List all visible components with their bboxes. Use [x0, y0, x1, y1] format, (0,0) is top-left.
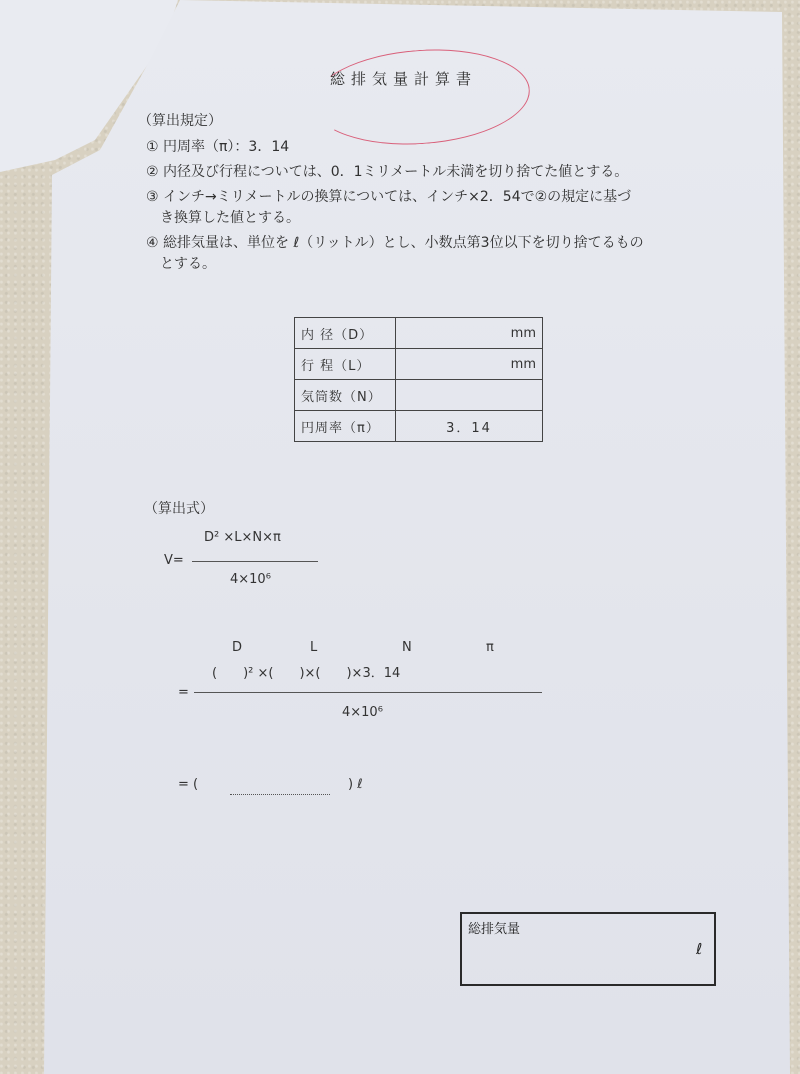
- document-title: 総排気量計算書: [330, 70, 478, 88]
- cylinders-value: [396, 380, 543, 411]
- rule-line-1: ① 円周率（π）：3．14: [146, 139, 290, 155]
- fraction-line-1: [192, 561, 318, 562]
- rule-line-3: ③ インチ→ミリメートルの換算については、インチ×2．54で②の規定に基づ: [146, 189, 632, 205]
- step2-numerator: ( )² ×( )×( )×3．14: [212, 666, 401, 681]
- rule-line-2: ② 内径及び行程については、0．1ミリメートル未満を切り捨てた値とする。: [146, 164, 629, 180]
- total-unit: ℓ: [696, 940, 703, 958]
- cylinders-label: 気筒数（N）: [295, 380, 396, 411]
- rule-line-4-cont: とする。: [146, 256, 216, 272]
- spec-row-pi: [295, 411, 543, 442]
- spec-table: [294, 317, 543, 442]
- formula-denominator: 4×10⁶: [230, 572, 271, 587]
- rule-line-4: ④ 総排気量は、単位を ℓ（リットル）とし、小数点第3位以下を切り捨てるもの: [146, 235, 644, 251]
- pi-value: 3．14: [396, 411, 543, 442]
- formula-numerator: D² ×L×N×π: [204, 530, 281, 545]
- answer-blank: [230, 794, 330, 795]
- var-pi-label: π: [486, 640, 494, 655]
- stroke-value: mm: [396, 349, 543, 380]
- step3-close: ) ℓ: [348, 777, 363, 792]
- rules-heading: （算出規定）: [138, 113, 222, 129]
- step3-open: = (: [178, 777, 199, 792]
- total-displacement-box: [460, 912, 716, 986]
- formula-heading: （算出式）: [144, 501, 214, 517]
- var-n-label: N: [402, 640, 412, 655]
- spec-row-stroke: [295, 349, 543, 380]
- rule-line-3-cont: き換算した値とする。: [146, 210, 300, 226]
- total-label: 総排気量: [468, 922, 521, 937]
- pi-label: 円周率（π）: [295, 411, 396, 442]
- var-d-label: D: [232, 640, 243, 655]
- formula-v-label: V=: [164, 553, 184, 568]
- bore-label: 内 径（D）: [295, 318, 396, 349]
- spec-row-bore: [295, 318, 543, 349]
- step2-equals: =: [178, 685, 189, 700]
- step2-denominator: 4×10⁶: [342, 705, 383, 720]
- var-l-label: L: [310, 640, 318, 655]
- fraction-line-2: [194, 692, 542, 693]
- spec-row-cylinders: [295, 380, 543, 411]
- stroke-label: 行 程（L）: [295, 349, 396, 380]
- bore-value: mm: [396, 318, 543, 349]
